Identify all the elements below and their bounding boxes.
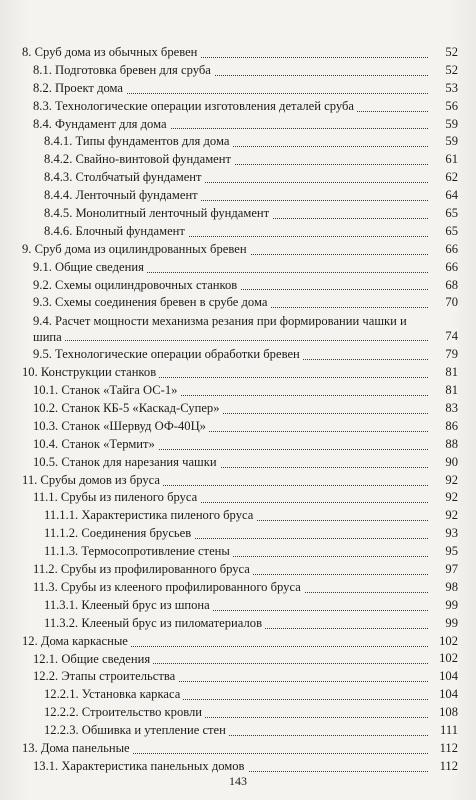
toc-entry: [0, 507, 476, 525]
toc-entry-title: [33, 277, 430, 295]
toc-entry: [0, 400, 476, 418]
toc-entry-title: [33, 98, 430, 116]
toc-entry: [0, 686, 476, 704]
toc-entry-title-text: 12.2.3. Обшивка и утепление стен: [44, 723, 229, 737]
toc-entry-title-text: 9. Сруб дома из оцилиндрованных бревен: [22, 242, 250, 256]
toc-entry-title-text: 10. Конструкции станков: [22, 365, 159, 379]
toc-entry: [0, 418, 476, 436]
toc-entry-title-text: 10.1. Станок «Тайга ОС-1»: [33, 383, 180, 397]
toc-entry-page: 104: [428, 668, 458, 686]
toc-entry: [0, 704, 476, 722]
toc-entry: [0, 151, 476, 169]
toc-entry: [0, 436, 476, 454]
toc-entry: [0, 346, 476, 364]
toc-entry-page: 68: [428, 277, 458, 295]
toc-entry-page: 62: [428, 169, 458, 187]
toc-entry: [0, 223, 476, 241]
toc-entry-title-text: 8.3. Технологические операции изготовления деталей сруба: [33, 99, 357, 113]
toc-entry-title: [33, 259, 430, 277]
toc-entry-title: [44, 704, 430, 722]
toc-entry-page: 52: [428, 62, 458, 80]
page-number: 143: [229, 774, 247, 788]
toc-entry-page: 59: [428, 116, 458, 134]
toc-entry-page: 52: [428, 44, 458, 62]
toc-entry-title: [33, 561, 430, 579]
toc-entry-title-text: 11.1. Срубы из пиленого бруса: [33, 490, 200, 504]
toc-entry-title: [22, 472, 430, 490]
toc-entry-title-text: 12.1. Общие сведения: [33, 652, 153, 666]
toc-entry-title: [33, 418, 430, 436]
toc-entry: [0, 259, 476, 277]
toc-entry-title: [22, 740, 430, 758]
toc-entry: [0, 579, 476, 597]
toc-entry-title: [44, 686, 430, 704]
toc-entry: [0, 615, 476, 633]
toc-entry-page: 66: [428, 241, 458, 259]
toc-entry-title-text: 11.2. Срубы из профилированного бруса: [33, 562, 253, 576]
toc-entry-title-text: 13. Дома панельные: [22, 741, 133, 755]
toc-entry: [0, 364, 476, 382]
toc-entry: [0, 98, 476, 116]
toc-entry: [0, 651, 476, 669]
toc-entry-title-text: 9.3. Схемы соединения бревен в срубе дома: [33, 295, 270, 309]
toc-entry-title-text: 12.2.1. Установка каркаса: [44, 687, 183, 701]
toc-entry-title: [44, 615, 430, 633]
toc-entry: [0, 472, 476, 490]
toc-entry-page: 74: [428, 328, 458, 346]
toc-entry-title-text: 8.4. Фундамент для дома: [33, 117, 170, 131]
toc-entry: [0, 454, 476, 472]
toc-entry-title-text: 8.1. Подготовка бревен для сруба: [33, 63, 214, 77]
toc-entry: [0, 561, 476, 579]
toc-entry-page: 81: [428, 364, 458, 382]
toc-entry: [0, 722, 476, 740]
toc-entry-page: 108: [428, 704, 458, 722]
toc-entry-page: 56: [428, 98, 458, 116]
toc-entry-title-text: 8.4.4. Ленточный фундамент: [44, 188, 201, 202]
toc-entry-title: [33, 668, 430, 686]
toc-entry-title-text: 9.1. Общие сведения: [33, 260, 147, 274]
toc-entry-title-text: 11.1.2. Соединения брусьев: [44, 526, 194, 540]
toc-entry: [0, 277, 476, 295]
toc-entry-title: [44, 151, 430, 169]
toc-entry-page: 97: [428, 561, 458, 579]
toc-entry: [0, 633, 476, 651]
toc-entry-title-text: 9.4. Расчет мощности механизма резания при формировании чашки и шипа: [33, 314, 407, 345]
toc-entry-title: [33, 80, 430, 98]
toc-entry-page: 88: [428, 436, 458, 454]
toc-entry-title-text: 10.3. Станок «Шервуд ОФ-40Ц»: [33, 419, 209, 433]
toc-entry-page: 81: [428, 382, 458, 400]
toc-entry-title-text: 11.1.3. Термосопротивление стены: [44, 544, 233, 558]
toc-entry-page: 65: [428, 223, 458, 241]
toc-entry: [0, 294, 476, 312]
toc-entry-title: [44, 169, 430, 187]
toc-entry-title: [33, 62, 430, 80]
toc-entry-title: [33, 382, 430, 400]
toc-entry-title-text: 11.3.2. Клееный брус из пиломатериалов: [44, 616, 265, 630]
toc-entry-page: 104: [428, 686, 458, 704]
toc-entry-page: 79: [428, 346, 458, 364]
toc-entry-page: 93: [428, 525, 458, 543]
toc-entry: [0, 187, 476, 205]
toc-entry-title: [33, 579, 430, 597]
toc-entry-page: 66: [428, 259, 458, 277]
toc-entry-title: [44, 507, 430, 525]
toc-entry-page: 111: [428, 722, 458, 740]
toc-entry-title: [33, 436, 430, 454]
toc-entry: [0, 382, 476, 400]
toc-entry: [0, 116, 476, 134]
toc-entry-title-text: 8.4.2. Свайно-винтовой фундамент: [44, 152, 234, 166]
toc-entry: [0, 205, 476, 223]
toc-entry-page: 92: [428, 489, 458, 507]
toc-entry-title-text: 8.4.6. Блочный фундамент: [44, 224, 188, 238]
toc-entry-title-text: 10.4. Станок «Термит»: [33, 437, 158, 451]
toc-entry-page: 86: [428, 418, 458, 436]
toc-entry-page: 65: [428, 205, 458, 223]
toc-entry: [0, 489, 476, 507]
toc-entry-title: [33, 294, 430, 312]
toc-entry-title-text: 9.2. Схемы оцилиндровочных станков: [33, 278, 240, 292]
toc-entry-page: 64: [428, 187, 458, 205]
toc-entry: [0, 133, 476, 151]
toc-entry-title-text: 11. Срубы домов из бруса: [22, 473, 163, 487]
toc-entry-title: [22, 44, 430, 62]
toc-entry-title: [33, 346, 430, 364]
toc-entry: [0, 668, 476, 686]
toc-entry-title: [44, 525, 430, 543]
toc-entry-title-text: 12.2.2. Строительство кровли: [44, 705, 205, 719]
toc-entry-page: 70: [428, 294, 458, 312]
toc-entry-title: [33, 651, 430, 669]
toc-entry-title-text: 8. Сруб дома из обычных бревен: [22, 45, 200, 59]
toc-entry-title: [33, 454, 430, 472]
toc-entry-page: 83: [428, 400, 458, 418]
toc-entry-title: [44, 223, 430, 241]
toc-entry-page: 92: [428, 507, 458, 525]
toc-entry-page: 99: [428, 597, 458, 615]
toc-entry-title-text: 11.1.1. Характеристика пиленого бруса: [44, 508, 256, 522]
toc-entry: [0, 740, 476, 758]
toc-entry-page: 95: [428, 543, 458, 561]
toc-entry-title-text: 10.2. Станок КБ-5 «Каскад-Супер»: [33, 401, 223, 415]
toc-entry-title-text: 8.4.5. Монолитный ленточный фундамент: [44, 206, 272, 220]
toc-entry-title-text: 9.5. Технологические операции обработки бревен: [33, 347, 303, 361]
toc-entry-page: 112: [428, 758, 458, 776]
toc-entry-page: 59: [428, 133, 458, 151]
toc-entry-title-text: 13.1. Характеристика панельных домов: [33, 759, 248, 773]
toc-entry-title: [22, 633, 430, 651]
toc-entry-title-text: 12. Дома каркасные: [22, 634, 131, 648]
toc-entry-page: 53: [428, 80, 458, 98]
toc-entry-title: [44, 597, 430, 615]
toc-entry-title: [44, 133, 430, 151]
toc-entry: [0, 543, 476, 561]
table-of-contents: [0, 44, 476, 776]
toc-entry-page: 99: [428, 615, 458, 633]
toc-entry-title: [22, 241, 430, 259]
toc-entry-page: 102: [428, 650, 458, 668]
toc-entry-page: 112: [428, 740, 458, 758]
toc-entry: [0, 169, 476, 187]
toc-entry-title-text: 11.3.1. Клееный брус из шпона: [44, 598, 213, 612]
toc-entry: [0, 62, 476, 80]
toc-entry-page: 61: [428, 151, 458, 169]
toc-entry-title: [22, 364, 430, 382]
toc-entry-title-text: 12.2. Этапы строительства: [33, 669, 178, 683]
toc-entry-title: [33, 400, 430, 418]
toc-entry: [0, 312, 476, 346]
toc-entry-title: [44, 187, 430, 205]
toc-entry-title-text: 8.2. Проект дома: [33, 81, 126, 95]
toc-entry-title-text: 8.4.1. Типы фундаментов для дома: [44, 134, 232, 148]
toc-entry-title: [33, 489, 430, 507]
toc-entry-page: 90: [428, 454, 458, 472]
toc-entry-page: 98: [428, 579, 458, 597]
toc-entry-title-text: 8.4.3. Столбчатый фундамент: [44, 170, 205, 184]
toc-entry: [0, 597, 476, 615]
toc-entry: [0, 44, 476, 62]
toc-entry: [0, 80, 476, 98]
toc-entry-title-text: 10.5. Станок для нарезания чашки: [33, 455, 220, 469]
toc-entry-title: [33, 116, 430, 134]
toc-entry: [0, 525, 476, 543]
toc-entry-title: [44, 543, 430, 561]
toc-entry-title: [44, 205, 430, 223]
toc-entry: [0, 241, 476, 259]
toc-entry-title-text: 11.3. Срубы из клееного профилированного бруса: [33, 580, 304, 594]
toc-entry-title: [44, 722, 430, 740]
toc-entry-title: [33, 313, 430, 345]
toc-entry-page: 92: [428, 472, 458, 490]
toc-entry-page: 102: [428, 633, 458, 651]
